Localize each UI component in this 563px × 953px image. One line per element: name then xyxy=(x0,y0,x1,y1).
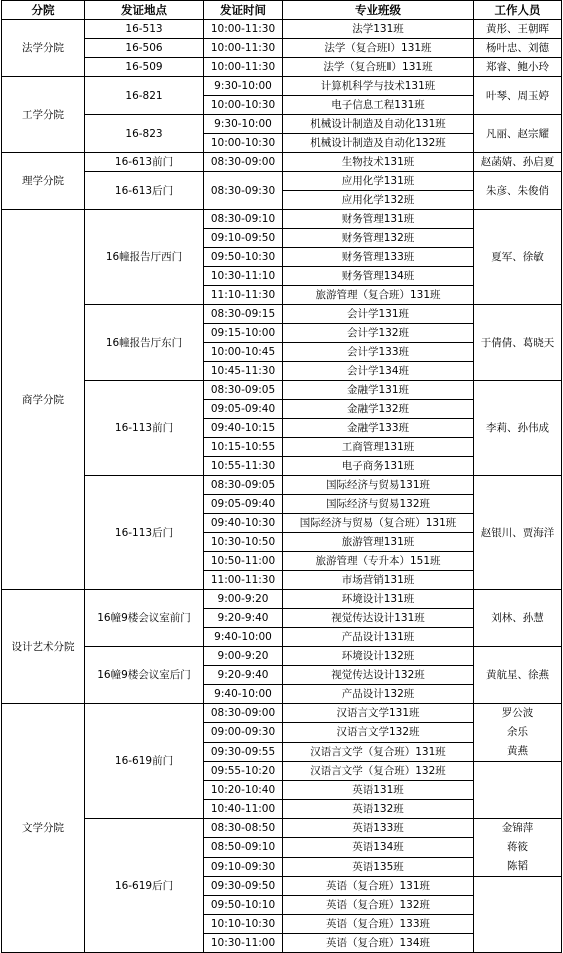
header-staff: 工作人员 xyxy=(474,1,562,20)
class-cell: 英语131班 xyxy=(283,781,474,800)
time-cell: 9:30-10:00 xyxy=(204,77,283,96)
table-row xyxy=(2,647,562,666)
staff-cell xyxy=(474,381,562,476)
staff-name: 蒋筱 xyxy=(507,841,528,853)
time-cell: 09:00-09:30 xyxy=(204,723,283,742)
class-cell: 英语134班 xyxy=(283,838,474,857)
college-cell: 文学分院 xyxy=(2,704,85,953)
table-row xyxy=(2,704,562,723)
staff-name: 刘林、孙慧 xyxy=(491,612,544,624)
college-cell: 设计艺术分院 xyxy=(2,590,85,704)
header-college: 分院 xyxy=(2,1,85,20)
header-time: 发证时间 xyxy=(204,1,283,20)
staff-cell xyxy=(474,819,562,877)
table-body xyxy=(2,20,562,953)
staff-name: 叶琴、周玉婷 xyxy=(486,89,549,102)
class-cell: 国际经济与贸易132班 xyxy=(283,495,474,514)
time-cell: 10:10-10:30 xyxy=(204,915,283,934)
location-cell: 16-513 xyxy=(85,20,204,39)
time-cell: 08:30-08:50 xyxy=(204,819,283,838)
time-cell: 9:40-10:00 xyxy=(204,628,283,647)
table-row xyxy=(2,20,562,39)
class-cell: 英语（复合班）134班 xyxy=(283,934,474,953)
staff-cell xyxy=(474,704,562,762)
staff-blank-cell xyxy=(474,877,562,953)
time-cell: 09:50-10:10 xyxy=(204,896,283,915)
time-cell: 10:50-11:00 xyxy=(204,552,283,571)
class-cell: 英语（复合班）131班 xyxy=(283,877,474,896)
class-cell: 汉语言文学（复合班）131班 xyxy=(283,742,474,761)
staff-name: 杨叶忠、刘德 xyxy=(486,42,549,54)
time-cell: 10:30-11:00 xyxy=(204,934,283,953)
class-cell: 生物技术131班 xyxy=(283,153,474,172)
distribution-schedule-table xyxy=(1,0,562,953)
location-cell: 16-619后门 xyxy=(85,819,204,953)
class-cell: 法学131班 xyxy=(283,20,474,39)
time-cell: 10:40-11:00 xyxy=(204,800,283,819)
time-cell: 08:30-09:15 xyxy=(204,305,283,324)
staff-name: 郑睿、鲍小玲 xyxy=(486,61,549,73)
staff-name: 凡丽、赵宗耀 xyxy=(486,127,549,140)
location-cell: 16幢9楼会议室前门 xyxy=(85,590,204,647)
table-row xyxy=(2,819,562,838)
class-cell: 电子信息工程131班 xyxy=(283,96,474,115)
table-row xyxy=(2,58,562,77)
staff-cell xyxy=(474,590,562,647)
class-cell: 财务管理133班 xyxy=(283,248,474,267)
staff-cell xyxy=(474,153,562,172)
class-cell: 会计学131班 xyxy=(283,305,474,324)
staff-blank-cell xyxy=(474,762,562,819)
time-cell: 10:00-11:30 xyxy=(204,58,283,77)
class-cell: 会计学132班 xyxy=(283,324,474,343)
header-location: 发证地点 xyxy=(85,1,204,20)
staff-name: 于倩倩、葛晓天 xyxy=(480,336,555,349)
staff-cell xyxy=(474,115,562,153)
time-cell: 9:20-9:40 xyxy=(204,609,283,628)
time-cell: 09:55-10:20 xyxy=(204,762,283,781)
staff-cell xyxy=(474,77,562,115)
time-cell: 10:45-11:30 xyxy=(204,362,283,381)
time-cell: 10:30-10:50 xyxy=(204,533,283,552)
table-row xyxy=(2,153,562,172)
class-cell: 财务管理134班 xyxy=(283,267,474,286)
class-cell: 产品设计132班 xyxy=(283,685,474,704)
time-cell: 9:20-9:40 xyxy=(204,666,283,685)
time-cell: 10:00-10:30 xyxy=(204,134,283,153)
class-cell: 环境设计131班 xyxy=(283,590,474,609)
class-cell: 汉语言文学132班 xyxy=(283,723,474,742)
class-cell: 金融学133班 xyxy=(283,419,474,438)
time-cell: 09:05-09:40 xyxy=(204,495,283,514)
location-cell: 16-821 xyxy=(85,77,204,115)
time-cell: 09:15-10:00 xyxy=(204,324,283,343)
time-cell: 10:30-11:10 xyxy=(204,267,283,286)
table-row xyxy=(2,39,562,58)
class-cell: 市场营销131班 xyxy=(283,571,474,590)
time-cell: 09:30-09:50 xyxy=(204,877,283,896)
time-cell: 9:00-9:20 xyxy=(204,647,283,666)
class-cell: 电子商务131班 xyxy=(283,457,474,476)
class-cell: 旅游管理（复合班）131班 xyxy=(283,286,474,305)
table-row xyxy=(2,172,562,191)
location-cell: 16-823 xyxy=(85,115,204,153)
staff-name: 赵菡婧、孙启夏 xyxy=(480,156,555,168)
location-cell: 16-613后门 xyxy=(85,172,204,210)
time-cell: 08:30-09:10 xyxy=(204,210,283,229)
class-cell: 机械设计制造及自动化131班 xyxy=(283,115,474,134)
staff-name: 金锦萍 xyxy=(501,822,534,834)
class-cell: 英语132班 xyxy=(283,800,474,819)
staff-name: 余乐 xyxy=(507,726,528,738)
time-cell: 10:00-11:30 xyxy=(204,39,283,58)
location-cell: 16-509 xyxy=(85,58,204,77)
time-cell: 9:40-10:00 xyxy=(204,685,283,704)
class-cell: 汉语言文学131班 xyxy=(283,704,474,723)
time-cell: 11:10-11:30 xyxy=(204,286,283,305)
staff-name: 李莉、孙伟成 xyxy=(486,422,549,434)
staff-name: 朱彦、朱俊俏 xyxy=(486,184,549,197)
class-cell: 英语135班 xyxy=(283,857,474,876)
staff-cell xyxy=(474,305,562,381)
class-cell: 计算机科学与技术131班 xyxy=(283,77,474,96)
staff-name: 黄航星、徐燕 xyxy=(486,669,549,681)
table-row xyxy=(2,381,562,400)
class-cell: 会计学133班 xyxy=(283,343,474,362)
location-cell: 16-613前门 xyxy=(85,153,204,172)
header-class: 专业班级 xyxy=(283,1,474,20)
college-cell: 理学分院 xyxy=(2,153,85,210)
time-cell: 10:15-10:55 xyxy=(204,438,283,457)
class-cell: 产品设计131班 xyxy=(283,628,474,647)
location-cell: 16幢9楼会议室后门 xyxy=(85,647,204,704)
staff-cell xyxy=(474,39,562,58)
class-cell: 应用化学132班 xyxy=(283,191,474,210)
time-cell: 09:30-09:55 xyxy=(204,742,283,761)
staff-name: 赵银川、贾海洋 xyxy=(480,526,555,539)
table-row xyxy=(2,590,562,609)
time-cell: 11:00-11:30 xyxy=(204,571,283,590)
time-cell: 09:40-10:15 xyxy=(204,419,283,438)
time-cell: 08:30-09:00 xyxy=(204,704,283,723)
class-cell: 金融学131班 xyxy=(283,381,474,400)
time-cell: 09:50-10:30 xyxy=(204,248,283,267)
class-cell: 金融学132班 xyxy=(283,400,474,419)
table-row xyxy=(2,476,562,495)
staff-cell xyxy=(474,172,562,210)
class-cell: 英语（复合班）132班 xyxy=(283,896,474,915)
staff-name: 陈韬 xyxy=(507,860,528,872)
table-row xyxy=(2,305,562,324)
class-cell: 视觉传达设计132班 xyxy=(283,666,474,685)
header-row xyxy=(2,1,562,20)
class-cell: 英语133班 xyxy=(283,819,474,838)
class-cell: 国际经济与贸易131班 xyxy=(283,476,474,495)
location-cell: 16幢报告厅东门 xyxy=(85,305,204,381)
class-cell: 汉语言文学（复合班）132班 xyxy=(283,762,474,781)
staff-cell xyxy=(474,476,562,590)
table-row xyxy=(2,210,562,229)
class-cell: 工商管理131班 xyxy=(283,438,474,457)
class-cell: 应用化学131班 xyxy=(283,172,474,191)
time-cell: 10:55-11:30 xyxy=(204,457,283,476)
class-cell: 法学（复合班Ⅰ）131班 xyxy=(283,39,474,58)
staff-name: 黄燕 xyxy=(507,745,528,757)
college-cell: 商学分院 xyxy=(2,210,85,590)
class-cell: 英语（复合班）133班 xyxy=(283,915,474,934)
time-cell: 09:10-09:50 xyxy=(204,229,283,248)
location-cell: 16-506 xyxy=(85,39,204,58)
class-cell: 财务管理132班 xyxy=(283,229,474,248)
time-cell: 10:00-10:30 xyxy=(204,96,283,115)
staff-name: 黄彤、王朝晖 xyxy=(486,23,549,35)
location-cell: 16-113前门 xyxy=(85,381,204,476)
class-cell: 旅游管理131班 xyxy=(283,533,474,552)
college-cell: 工学分院 xyxy=(2,77,85,153)
class-cell: 财务管理131班 xyxy=(283,210,474,229)
table-row xyxy=(2,77,562,96)
location-cell: 16幢报告厅西门 xyxy=(85,210,204,305)
time-cell: 08:30-09:05 xyxy=(204,476,283,495)
class-cell: 旅游管理（专升本）151班 xyxy=(283,552,474,571)
class-cell: 国际经济与贸易（复合班）131班 xyxy=(283,514,474,533)
time-cell: 10:00-11:30 xyxy=(204,20,283,39)
time-cell: 09:40-10:30 xyxy=(204,514,283,533)
time-cell: 9:30-10:00 xyxy=(204,115,283,134)
staff-name: 夏军、徐敏 xyxy=(491,251,544,263)
staff-cell xyxy=(474,647,562,704)
location-cell: 16-113后门 xyxy=(85,476,204,590)
time-cell: 08:50-09:10 xyxy=(204,838,283,857)
time-cell: 09:10-09:30 xyxy=(204,857,283,876)
time-cell: 10:20-10:40 xyxy=(204,781,283,800)
table-row xyxy=(2,115,562,134)
staff-cell xyxy=(474,20,562,39)
time-cell: 08:30-09:05 xyxy=(204,381,283,400)
class-cell: 视觉传达设计131班 xyxy=(283,609,474,628)
staff-cell xyxy=(474,58,562,77)
class-cell: 会计学134班 xyxy=(283,362,474,381)
time-cell: 08:30-09:30 xyxy=(204,172,283,210)
class-cell: 环境设计132班 xyxy=(283,647,474,666)
college-cell: 法学分院 xyxy=(2,20,85,77)
time-cell: 08:30-09:00 xyxy=(204,153,283,172)
time-cell: 09:05-09:40 xyxy=(204,400,283,419)
class-cell: 法学（复合班Ⅱ）131班 xyxy=(283,58,474,77)
location-cell: 16-619前门 xyxy=(85,704,204,819)
staff-cell xyxy=(474,210,562,305)
staff-name: 罗公波 xyxy=(501,707,534,719)
time-cell: 9:00-9:20 xyxy=(204,590,283,609)
class-cell: 机械设计制造及自动化132班 xyxy=(283,134,474,153)
time-cell: 10:00-10:45 xyxy=(204,343,283,362)
